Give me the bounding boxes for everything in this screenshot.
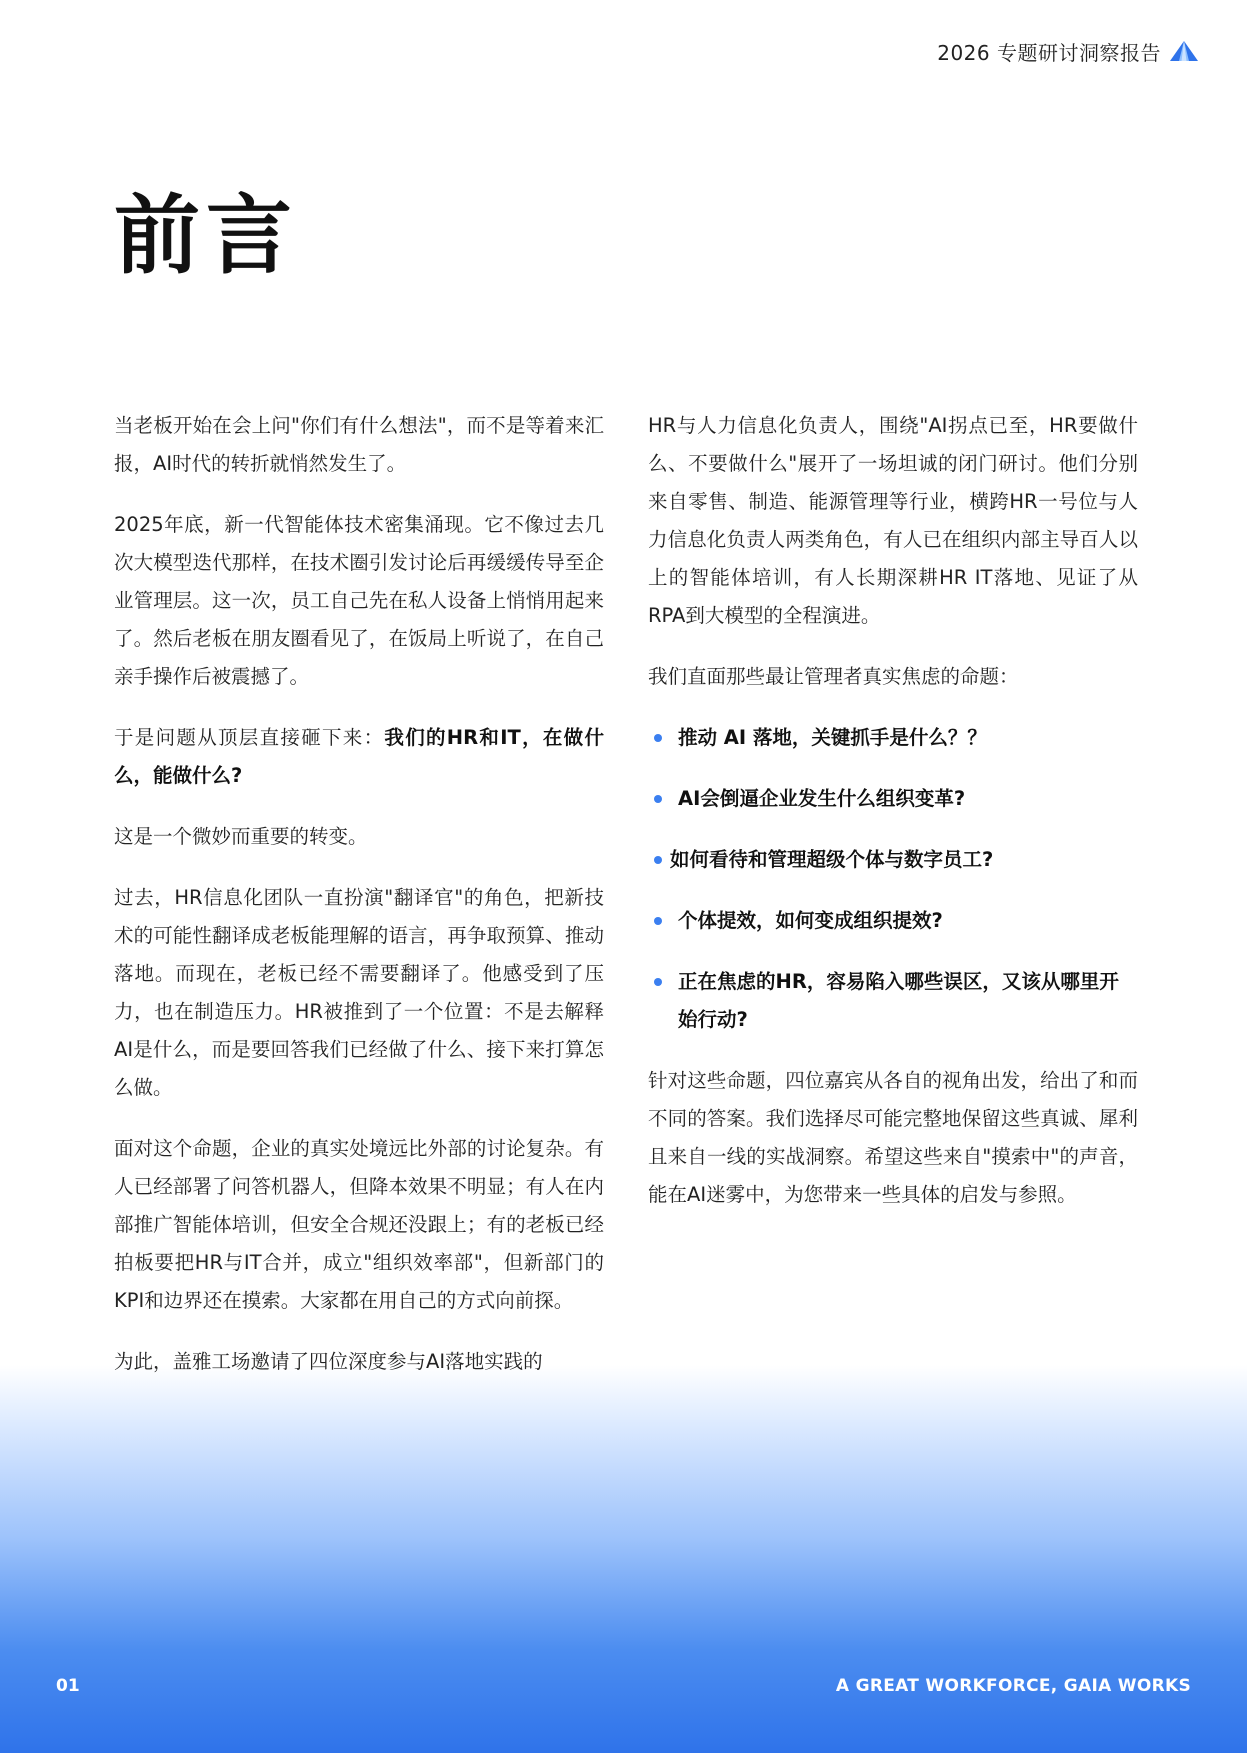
list-item: AI会倒逼企业发生什么组织变革? xyxy=(648,780,1138,818)
paragraph: HR与人力信息化负责人，围绕"AI拐点已至，HR要做什么、不要做什么"展开了一场坦诚的闭门研讨。他们分别来自零售、制造、能源管理等行业，横跨HR一号位与人力信息化负责人两类角色，有人已在组织内部主导百人以上的智能体培训，有人长期深耕HR IT落地、见证了从RPA到大模型的全程演进。 xyxy=(648,414,1138,627)
list-item: 正在焦虑的HR，容易陷入哪些误区，又该从哪里开始行动? xyxy=(648,963,1138,1039)
mountain-logo-icon xyxy=(1169,40,1199,62)
paragraph: 2025年底，新一代智能体技术密集涌现。它不像过去几次大模型迭代那样，在技术圈引发讨论后再缓缓传导至企业管理层。这一次，员工自己先在私人设备上悄悄用起来了。然后老板在朋友圈看见了，在饭局上听说了，在自己亲手操作后被震撼了。 xyxy=(114,513,604,688)
list-item: 如何看待和管理超级个体与数字员工? xyxy=(648,841,1138,879)
bullet-dot-icon xyxy=(654,734,662,742)
question-list xyxy=(648,719,1138,1039)
right-column xyxy=(648,407,1138,1237)
bullet-dot-icon xyxy=(654,795,662,803)
list-item: 推动 AI 落地，关键抓手是什么？？ xyxy=(648,719,1138,757)
paragraph: 我们直面那些最让管理者真实焦虑的命题： xyxy=(648,665,1019,688)
paragraph: 面对这个命题，企业的真实处境远比外部的讨论复杂。有人已经部署了问答机器人，但降本效果不明显；有人在内部推广智能体培训，但安全合规还没跟上；有的老板已经拍板要把HR与IT合并，成立"组织效率部"，但新部门的KPI和边界还在摸索。大家都在用自己的方式向前探。 xyxy=(114,1137,604,1312)
left-column xyxy=(114,407,604,1404)
bullet-dot-icon xyxy=(654,978,662,986)
paragraph: 过去，HR信息化团队一直扮演"翻译官"的角色，把新技术的可能性翻译成老板能理解的语言，再争取预算、推动落地。而现在，老板已经不需要翻译了。他感受到了压力，也在制造压力。HR被推到了一个位置：不是去解释AI是什么，而是要回答我们已经做了什么、接下来打算怎么做。 xyxy=(114,886,604,1099)
emphasis-text: 我们的HR和IT，在做什么，能做什么? xyxy=(114,726,604,787)
paragraph xyxy=(114,719,604,795)
report-header xyxy=(937,36,1199,66)
footer-tagline: A GREAT WORKFORCE, GAIA WORKS xyxy=(835,1676,1191,1696)
paragraph-text: 于是问题从顶层直接砸下来： xyxy=(114,726,385,749)
paragraph: 这是一个微妙而重要的转变。 xyxy=(114,825,368,848)
bullet-dot-icon xyxy=(654,856,662,864)
list-item: 个体提效，如何变成组织提效? xyxy=(648,902,1138,940)
paragraph: 针对这些命题，四位嘉宾从各自的视角出发，给出了和而不同的答案。我们选择尽可能完整地保留这些真诚、犀利且来自一线的实战洞察。希望这些来自"摸索中"的声音，能在AI迷雾中，为您带来一些具体的启发与参照。 xyxy=(648,1069,1138,1206)
bullet-dot-icon xyxy=(654,917,662,925)
page-number: 01 xyxy=(56,1676,80,1696)
report-series-title: 2026 专题研讨洞察报告 xyxy=(937,40,1161,65)
paragraph: 为此，盖雅工场邀请了四位深度参与AI落地实践的 xyxy=(114,1350,543,1373)
page-title: 前言 xyxy=(114,186,298,286)
paragraph: 当老板开始在会上问"你们有什么想法"，而不是等着来汇报，AI时代的转折就悄然发生了。 xyxy=(114,414,604,475)
